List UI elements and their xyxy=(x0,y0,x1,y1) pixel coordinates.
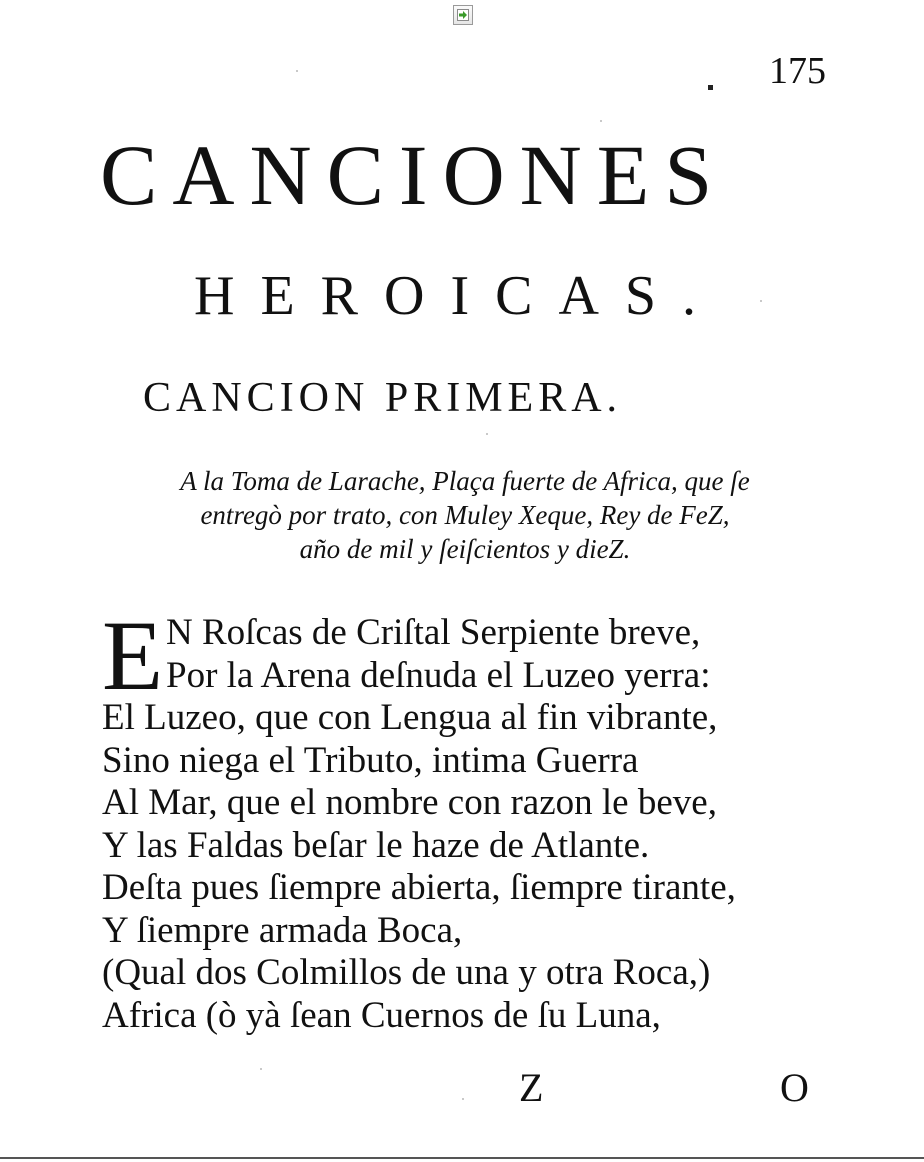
page-title: CANCIONES xyxy=(100,127,728,223)
song-heading: CANCION PRIMERA. xyxy=(143,375,623,421)
page-subtitle: HEROICAS. xyxy=(194,265,723,327)
drop-cap: E xyxy=(102,600,164,711)
next-page-icon[interactable] xyxy=(453,5,473,25)
poem-line: Sino niega el Tributo, intima Guerra xyxy=(102,739,639,781)
arrow-right-icon xyxy=(457,9,469,21)
dedication-text xyxy=(90,464,840,566)
scan-speck xyxy=(296,70,298,72)
poem-line: Y ſiempre armada Boca, xyxy=(102,909,463,951)
poem-line: (Qual dos Colmillos de una y otra Roca,) xyxy=(102,952,711,993)
poem-line: Al Mar, que el nombre con razon le beve, xyxy=(102,782,717,823)
dedication-line: año de mil y ſeiſcientos y dieZ. xyxy=(299,534,631,564)
footer-catchwords xyxy=(0,1065,924,1118)
dedication-line: A la Toma de Larache, Plaça fuerte de Africa, que ſe xyxy=(180,466,750,496)
signature-mark: Z xyxy=(519,1065,544,1110)
poem-line: Por la Arena deſnuda el Luzeo yerra: xyxy=(166,654,711,696)
scan-speck xyxy=(462,1098,464,1100)
poem-line: N Roſcas de Criſtal Serpiente breve, xyxy=(166,612,701,653)
poem-line: Deſta pues ſiempre abierta, ſiempre tirante, xyxy=(102,867,736,908)
poem-line: El Luzeo, que con Lengua al fin vibrante, xyxy=(102,697,718,738)
dedication-line: entregò por trato, con Muley Xeque, Rey de FeZ, xyxy=(200,500,730,530)
scan-speck xyxy=(600,120,602,122)
catchword: O xyxy=(780,1065,809,1110)
scan-speck xyxy=(708,85,713,90)
poem-line: Y las Faldas beſar le haze de Atlante. xyxy=(102,824,650,866)
bottom-divider xyxy=(0,1157,924,1159)
scan-speck xyxy=(486,433,488,435)
page-number: 175 xyxy=(769,50,826,92)
poem-line: Africa (ò yà ſean Cuernos de ſu Luna, xyxy=(102,994,661,1036)
poem-text xyxy=(102,600,832,1037)
scan-speck xyxy=(260,1068,262,1070)
scan-speck xyxy=(760,300,762,302)
